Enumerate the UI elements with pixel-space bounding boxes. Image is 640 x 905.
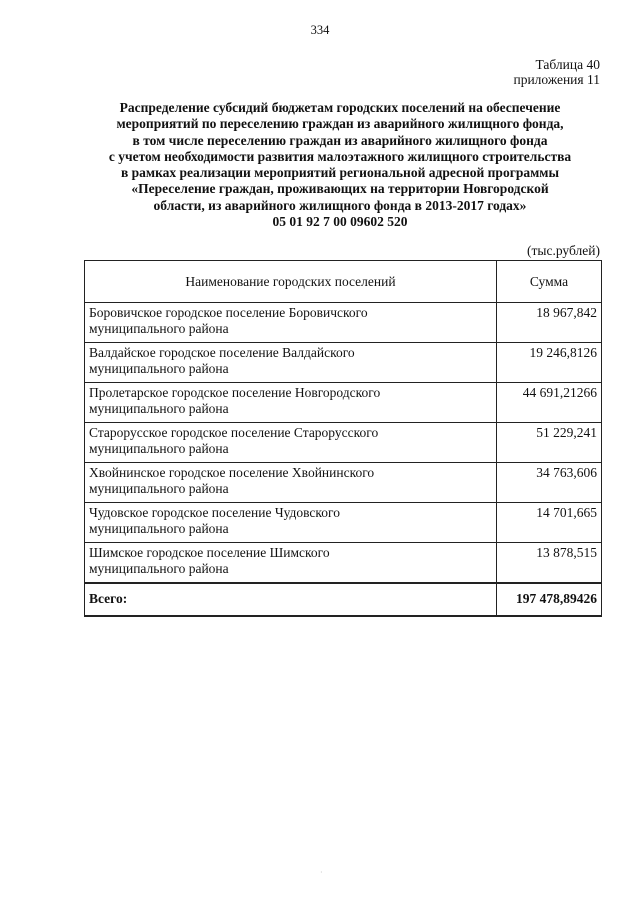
table-row bbox=[85, 303, 602, 343]
settlement-amount: 51 229,241 bbox=[497, 423, 602, 463]
table-row bbox=[85, 463, 602, 503]
title-line: Распределение субсидий бюджетам городских поселений на обеспечение bbox=[119, 100, 561, 115]
settlement-amount: 19 246,8126 bbox=[497, 343, 602, 383]
settlement-name: Старорусское городское поселение Старорусского муниципального района bbox=[85, 423, 497, 463]
settlement-amount: 44 691,21266 bbox=[497, 383, 602, 423]
header-amount: Сумма bbox=[497, 261, 602, 303]
settlement-name: Боровичское городское поселение Боровичского муниципального района bbox=[85, 303, 497, 343]
title-line: в рамках реализации мероприятий региональной адресной программы bbox=[120, 165, 560, 181]
title-line: в том числе переселению граждан из аварийного жилищного фонда bbox=[132, 132, 548, 148]
total-amount: 197 478,89426 bbox=[497, 583, 602, 616]
settlement-name: Пролетарское городское поселение Новгородского муниципального района bbox=[85, 383, 497, 423]
total-row bbox=[85, 583, 602, 616]
settlement-name: Валдайское городское поселение Валдайского муниципального района bbox=[85, 343, 497, 383]
subsidy-table bbox=[84, 260, 602, 617]
scan-artifact-dot: · bbox=[320, 868, 323, 877]
title-line: с учетом необходимости развития малоэтажного жилищного строительства bbox=[108, 148, 572, 164]
total-label: Всего: bbox=[85, 583, 497, 616]
table-row bbox=[85, 423, 602, 463]
table-header-row bbox=[85, 261, 602, 303]
appendix-number: приложения 11 bbox=[513, 72, 600, 87]
table-row bbox=[85, 343, 602, 383]
table-row bbox=[85, 503, 602, 543]
title-line: области, из аварийного жилищного фонда в 2013-2017 годах» bbox=[153, 197, 527, 213]
table-reference bbox=[513, 57, 600, 87]
table-row bbox=[85, 543, 602, 583]
units-label: (тыс.рублей) bbox=[527, 243, 600, 258]
settlement-name: Чудовское городское поселение Чудовского муниципального района bbox=[85, 503, 497, 543]
title-line: мероприятий по переселению граждан из аварийного жилищного фонда, bbox=[116, 116, 564, 132]
table-row bbox=[85, 383, 602, 423]
header-settlement-name: Наименование городских поселений bbox=[85, 261, 497, 303]
page-number: 334 bbox=[310, 23, 330, 37]
settlement-amount: 34 763,606 bbox=[497, 463, 602, 503]
settlement-amount: 13 878,515 bbox=[497, 543, 602, 583]
settlement-name: Хвойнинское городское поселение Хвойнинского муниципального района bbox=[85, 463, 497, 503]
document-title bbox=[60, 100, 620, 230]
settlement-amount: 14 701,665 bbox=[497, 503, 602, 543]
title-line: «Переселение граждан, проживающих на территории Новгородской bbox=[131, 181, 549, 197]
budget-code: 05 01 92 7 00 09602 520 bbox=[272, 214, 408, 230]
settlement-amount: 18 967,842 bbox=[497, 303, 602, 343]
settlement-name: Шимское городское поселение Шимского муниципального района bbox=[85, 543, 497, 583]
table-number: Таблица 40 bbox=[535, 57, 600, 72]
